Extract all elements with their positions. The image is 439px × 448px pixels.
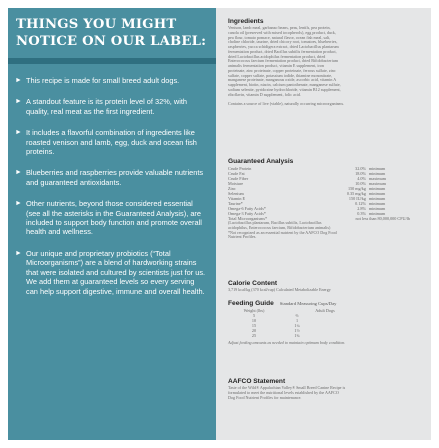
list-item [8,76,216,85]
feeding-weight: 10 [251,318,257,323]
microorganism-note: Contains a source of live (viable), naturally occurring microorganisms. [228,101,345,107]
feeding-guide-header [228,300,423,308]
analysis-value: 0.3% [357,211,366,216]
list-item [8,128,216,156]
ingredients-line: Enterococcus faecium fermentation product, dried Bifidobacterium [228,58,339,64]
ingredients-line: dried Lactobacillus acidophilus fermentation product, dried [228,53,326,59]
analysis-value: not less than 80,000,000 CFU/lb [355,216,410,221]
ingredients-line: manganese proteinate, manganous oxide, ascorbic acid, vitamin A [228,77,337,83]
list-item [8,249,216,296]
list-item [8,97,216,116]
analysis-qualifier: minimum [369,196,386,201]
feeding-col-weight: Weight (lbs) [243,308,265,313]
feeding-col-cups: Adult Dogs [315,308,335,313]
list-item-text: Our unique and proprietary probiotics (“Total Microorganisms”) are a blend of hardworking strains that were isolated and cultured by scientists just for us. We add them at guaranteed levels so every serving can help support digestive, immune and overall health. [26,248,206,296]
analysis-nutrient: Taurine* [228,201,243,206]
analysis-value: 0.35 mg/kg [346,191,366,196]
ingredients-text [228,26,423,97]
calorie-line: 3,719 kcal/kg (370 kcal/cup) Calculated Metabolizable Energy [228,287,331,292]
title-line-2: NOTICE ON OUR LABEL: [16,34,207,49]
label-notes-column [8,8,216,440]
label-notes-list [8,76,216,296]
analysis-value: 10.0% [355,181,366,186]
label-notes-title [8,16,216,50]
ingredients-line: Venison, lamb meal, garbanzo beans, peas, lentils, pea protein, [228,25,331,30]
guaranteed-analysis-heading: Guaranteed Analysis [228,158,294,165]
feeding-cups: 1¾ [294,333,300,338]
analysis-value: 0.12% [355,201,366,206]
analysis-value: 4.0% [357,176,366,181]
bullet-arrow-icon: ► [15,77,22,84]
analysis-value: 18.0% [355,171,366,176]
analysis-qualifier: maximum [369,176,386,181]
ingredients-line: choline chloride, taurine, dried chicory root, tomatoes, blueberries, [228,39,338,45]
label-infographic [8,8,431,440]
analysis-nutrient: Crude Fiber [228,176,249,181]
feeding-weight: 25 [251,333,257,338]
bullet-arrow-icon: ► [15,98,22,106]
list-item-text: It includes a flavorful combination of ingredients like roasted venison and lamb, egg, duck and ocean fish proteins. [26,128,197,157]
ingredients-line: raspberries, yucca schidigera extract, dried Lactobacillus plantarum [228,44,339,49]
analysis-value: 2.8% [357,206,366,211]
title-divider [8,58,216,64]
calorie-section [228,280,423,293]
feeding-cups: 1¼ [294,323,300,328]
feeding-cups: 1 [295,318,299,323]
analysis-nutrient: Total Microorganisms* [228,216,268,221]
analysis-nutrient: Zinc [228,186,236,191]
feeding-guide-section [228,300,423,346]
aafco-heading: AAFCO Statement [228,378,286,385]
analysis-value: 32.0% [355,166,366,171]
feeding-cups: 1½ [294,328,300,333]
analysis-value: 150 IU/kg [348,196,366,201]
analysis-qualifier: minimum [369,191,386,196]
ingredients-line: supplement, biotin, niacin, calcium pantothenate, manganese sulfate, [228,82,341,87]
aafco-section [228,378,423,400]
aafco-line: Dog Food Nutrient Profiles for maintenance. [228,394,302,400]
ingredients-line: animalis fermentation product, vitamin E supplement, iron [228,63,324,68]
list-item-text: A standout feature is its protein level of 32%, with quality, real meat as the first ingredient. [26,97,188,116]
bullet-arrow-icon: ► [15,200,22,208]
feeding-guide-subtitle: Standard Measuring Cups/Day [279,301,337,306]
analysis-nutrient: Crude Fat [228,171,245,176]
analysis-note: Nutrient Profiles. [228,234,257,240]
analysis-nutrient: Vitamin E [228,196,246,201]
guaranteed-analysis-section [228,158,423,240]
list-item-text: Other nutrients, beyond those considered essential (see all the asterisks in the Guaranteed Analysis), are included to support body function and promote overall health and wellness. [26,199,202,237]
analysis-nutrient: Moisture [228,181,244,186]
analysis-qualifier: maximum [369,181,386,186]
ingredients-line: riboflavin, vitamin D supplement, folic acid. [228,91,301,97]
analysis-nutrient: Omega-6 Fatty Acids* [228,206,266,211]
ingredients-heading: Ingredients [228,18,264,25]
analysis-value: 150 mg/kg [347,186,366,191]
bullet-arrow-icon: ► [15,249,22,257]
analysis-note: acidophilus, Enterococcus faecium, Bifidobacterium animalis) [228,224,331,230]
feeding-weight: 15 [251,323,257,328]
table-row [228,333,423,338]
analysis-qualifier: minimum [369,166,386,171]
ingredients-line: canola oil (preserved with mixed tocopherols), egg product, duck, [228,29,336,35]
bullet-arrow-icon: ► [15,169,22,177]
calorie-heading: Calorie Content [228,280,278,287]
aafco-line: formulated to meet the nutritional levels established by the AAFCO [228,389,339,395]
analysis-qualifier: minimum [369,171,386,176]
analysis-note: (Lactobacillus plantarum, Bacillus subtilis, Lactobacillus [228,220,322,225]
feeding-note: Adjust feeding amounts as needed to maintain optimum body condition. [228,340,346,345]
feeding-guide-heading: Feeding Guide [228,300,274,307]
list-item-text: Blueberries and raspberries provide valuable nutrients and guaranteed antioxidants. [26,168,204,187]
analysis-note: *Not recognized as an essential nutrient by the AAFCO Dog Food [228,229,337,235]
ingredients-line: sulfate, copper sulfate, potassium iodide, thiamine mononitrate, [228,72,333,78]
list-item-text: This recipe is made for small breed adult dogs. [26,76,180,85]
list-item [8,168,216,187]
ingredients-section [228,18,423,107]
ingredients-line: proteinate, zinc proteinate, copper proteinate, ferrous sulfate, zinc [228,67,336,73]
analysis-qualifier: minimum [369,201,386,206]
aafco-line: Taste of the Wild® Appalachian Valley® Small Breed Canine Recipe is [228,385,346,390]
analysis-table [228,166,423,221]
feeding-cups: ⅔ [295,313,299,318]
list-item [8,199,216,237]
analysis-qualifier: minimum [369,186,386,191]
ingredients-line: fermentation product, dried Bacillus subtilis fermentation product, [228,48,337,54]
analysis-nutrient: Omega-3 Fatty Acids* [228,211,266,216]
title-line-1: THINGS YOU MIGHT [16,17,177,32]
analysis-qualifier: minimum [369,206,386,211]
nutrition-label-panel [216,8,431,440]
feeding-weight: 5 [252,313,256,318]
ingredients-line: sodium selenite, pyridoxine hydrochloride, vitamin B12 supplement, [228,86,341,92]
analysis-nutrient: Crude Protein [228,166,252,171]
ingredients-line: pea flour, tomato pomace, natural flavor, ocean fish meal, salt, [228,34,331,40]
bullet-arrow-icon: ► [15,129,22,137]
analysis-nutrient: Selenium [228,191,244,196]
analysis-qualifier: minimum [369,211,386,216]
feeding-weight: 20 [251,328,257,333]
